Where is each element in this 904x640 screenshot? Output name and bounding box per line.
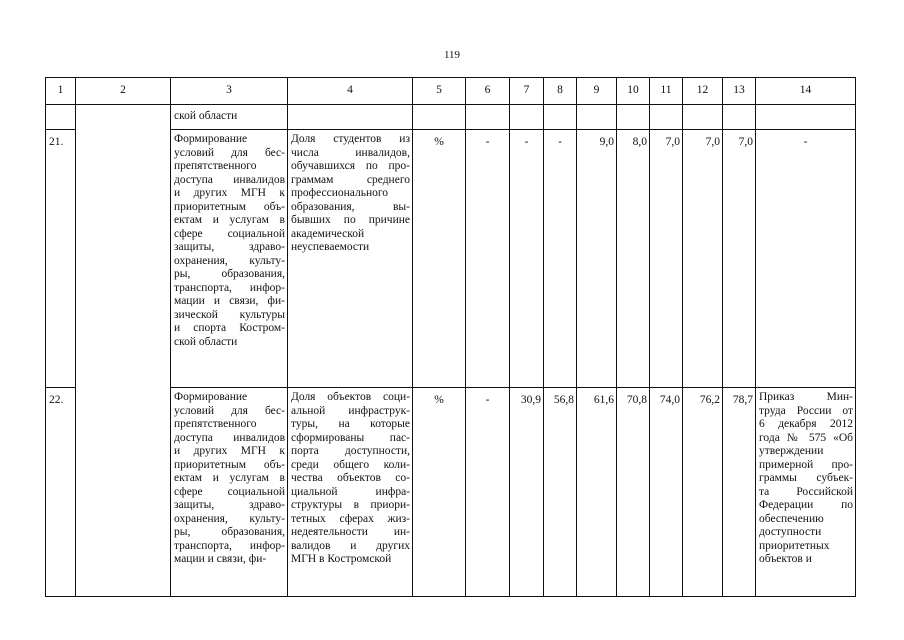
indicator-cell: [288, 130, 413, 388]
cell: [544, 105, 577, 130]
value-cell: 8,0: [617, 130, 650, 388]
value-cell: 7,0: [723, 130, 756, 388]
text-line: сформированы пас-: [291, 431, 410, 444]
header-cell: 14: [756, 78, 856, 105]
header-cell: 5: [413, 78, 466, 105]
text-line: профессионального: [291, 187, 389, 199]
value-cell: -: [544, 130, 577, 388]
header-cell: 1: [46, 78, 76, 105]
text-line: Федерации по: [759, 499, 853, 511]
text-line: бывших по причине: [291, 214, 410, 226]
text-line: охранения, культу-: [174, 512, 285, 525]
value-cell: 61,6: [577, 388, 617, 597]
text-line: та Российской: [759, 485, 853, 498]
text-line: 6 декабря 2012: [759, 418, 853, 430]
text-line: условий для бес-: [174, 404, 285, 417]
text-line: обеспечению: [759, 512, 824, 525]
header-cell: 11: [650, 78, 683, 105]
text-line: структуры в приори-: [291, 499, 410, 511]
text-line: защиты, здраво-: [174, 499, 285, 511]
basis-cell: [756, 388, 856, 597]
header-cell: 4: [288, 78, 413, 105]
text-line: охранения, культу-: [174, 254, 285, 267]
text-line: неуспеваемости: [291, 241, 370, 253]
text-line: академической: [291, 227, 365, 240]
header-cell: 3: [171, 78, 288, 105]
text-line: объектов и: [759, 553, 812, 565]
text-line: приоритетным объ-: [174, 200, 285, 213]
cell: [46, 105, 76, 130]
text-line: образования, вы-: [291, 200, 410, 213]
text-line: приоритетных: [759, 539, 830, 552]
header-cell: 10: [617, 78, 650, 105]
row-number: 21.: [46, 130, 76, 388]
text-line: Приказ Мин-: [759, 391, 853, 403]
text-line: Формирование: [174, 391, 248, 403]
value-cell: 70,8: [617, 388, 650, 597]
text-line: защиты, здраво-: [174, 241, 285, 253]
cell: [577, 105, 617, 130]
text-line: зической культуры: [174, 308, 285, 321]
text-line: числа инвалидов,: [291, 146, 410, 159]
text-line: транспорта, инфор-: [174, 281, 285, 294]
header-row: [46, 78, 856, 105]
measure-cell: [171, 130, 288, 388]
value-cell: 56,8: [544, 388, 577, 597]
text-line: ектам и услугам в: [174, 214, 285, 226]
unit-cell: %: [413, 388, 466, 597]
header-cell: 13: [723, 78, 756, 105]
text-line: препятственного: [174, 418, 257, 430]
text-line: граммы субъек-: [759, 472, 853, 484]
text-line: мации и связи, фи-: [174, 553, 267, 565]
header-cell: 8: [544, 78, 577, 105]
cell: [683, 105, 723, 130]
value-cell: 78,7: [723, 388, 756, 597]
text-line: тетных сферах жиз-: [291, 512, 410, 525]
cell: [466, 105, 510, 130]
text-line: порта доступности,: [291, 445, 410, 457]
text-line: циальной инфра-: [291, 485, 410, 498]
indicator-cell: [288, 388, 413, 597]
value-cell: 74,0: [650, 388, 683, 597]
value-cell: 30,9: [510, 388, 544, 597]
merged-col2-cell: [76, 105, 171, 597]
text-line: Доля объектов соци-: [291, 391, 410, 403]
text-line: ры, образования,: [174, 268, 285, 280]
text-line: сфере социальной: [174, 485, 285, 498]
text-line: Доля студентов из: [291, 133, 410, 145]
text-line: Формирование: [174, 133, 248, 145]
text-line: года № 575 «Об: [759, 431, 853, 444]
cell: [756, 105, 856, 130]
basis-cell: -: [756, 130, 856, 388]
value-cell: 9,0: [577, 130, 617, 388]
text-line: транспорта, инфор-: [174, 539, 285, 552]
continuation-row: [46, 105, 856, 130]
text-line: мации и связи, фи-: [174, 295, 285, 307]
unit-cell: %: [413, 130, 466, 388]
text-line: ектам и услугам в: [174, 472, 285, 484]
text-line: граммам среднего: [291, 173, 410, 186]
text-line: доступности: [759, 526, 822, 538]
text-line: недеятельности ин-: [291, 526, 410, 538]
value-cell: -: [466, 130, 510, 388]
value-cell: 76,2: [683, 388, 723, 597]
cell: [413, 105, 466, 130]
text-line: ры, образования,: [174, 526, 285, 538]
text-line: туры, на которые: [291, 418, 410, 430]
text-line: альной инфраструк-: [291, 404, 410, 417]
text-line: примерной про-: [759, 458, 853, 471]
page-number: 119: [443, 49, 461, 61]
text-line: утверждении: [759, 445, 824, 457]
text-line: чества объектов со-: [291, 472, 410, 484]
text-line: обучавшихся по про-: [291, 160, 410, 172]
header-cell: 7: [510, 78, 544, 105]
text-line: препятственного: [174, 160, 257, 172]
value-cell: -: [466, 388, 510, 597]
continuation-text: ской области: [171, 105, 288, 130]
text-line: условий для бес-: [174, 146, 285, 159]
header-cell: 9: [577, 78, 617, 105]
cell: [650, 105, 683, 130]
text-line: доступа инвалидов: [174, 431, 285, 444]
text-line: сфере социальной: [174, 227, 285, 240]
cell: [288, 105, 413, 130]
text-line: МГН в Костромской: [291, 553, 392, 565]
value-cell: -: [510, 130, 544, 388]
text-line: и спорта Костром-: [174, 322, 285, 334]
indicators-table: [45, 77, 856, 597]
header-cell: 12: [683, 78, 723, 105]
text-line: ской области: [174, 335, 238, 348]
text-line: и других МГН к: [174, 445, 285, 457]
cell: [617, 105, 650, 130]
text-line: и других МГН к: [174, 187, 285, 199]
measure-cell: [171, 388, 288, 597]
text-line: доступа инвалидов: [174, 173, 285, 186]
text-line: приоритетным объ-: [174, 458, 285, 471]
header-cell: 2: [76, 78, 171, 105]
value-cell: 7,0: [650, 130, 683, 388]
text-line: валидов и других: [291, 539, 410, 552]
value-cell: 7,0: [683, 130, 723, 388]
text-line: труда России от: [759, 404, 853, 417]
text-line: среди общего коли-: [291, 458, 410, 471]
header-cell: 6: [466, 78, 510, 105]
cell: [723, 105, 756, 130]
cell: [510, 105, 544, 130]
row-number: 22.: [46, 388, 76, 597]
